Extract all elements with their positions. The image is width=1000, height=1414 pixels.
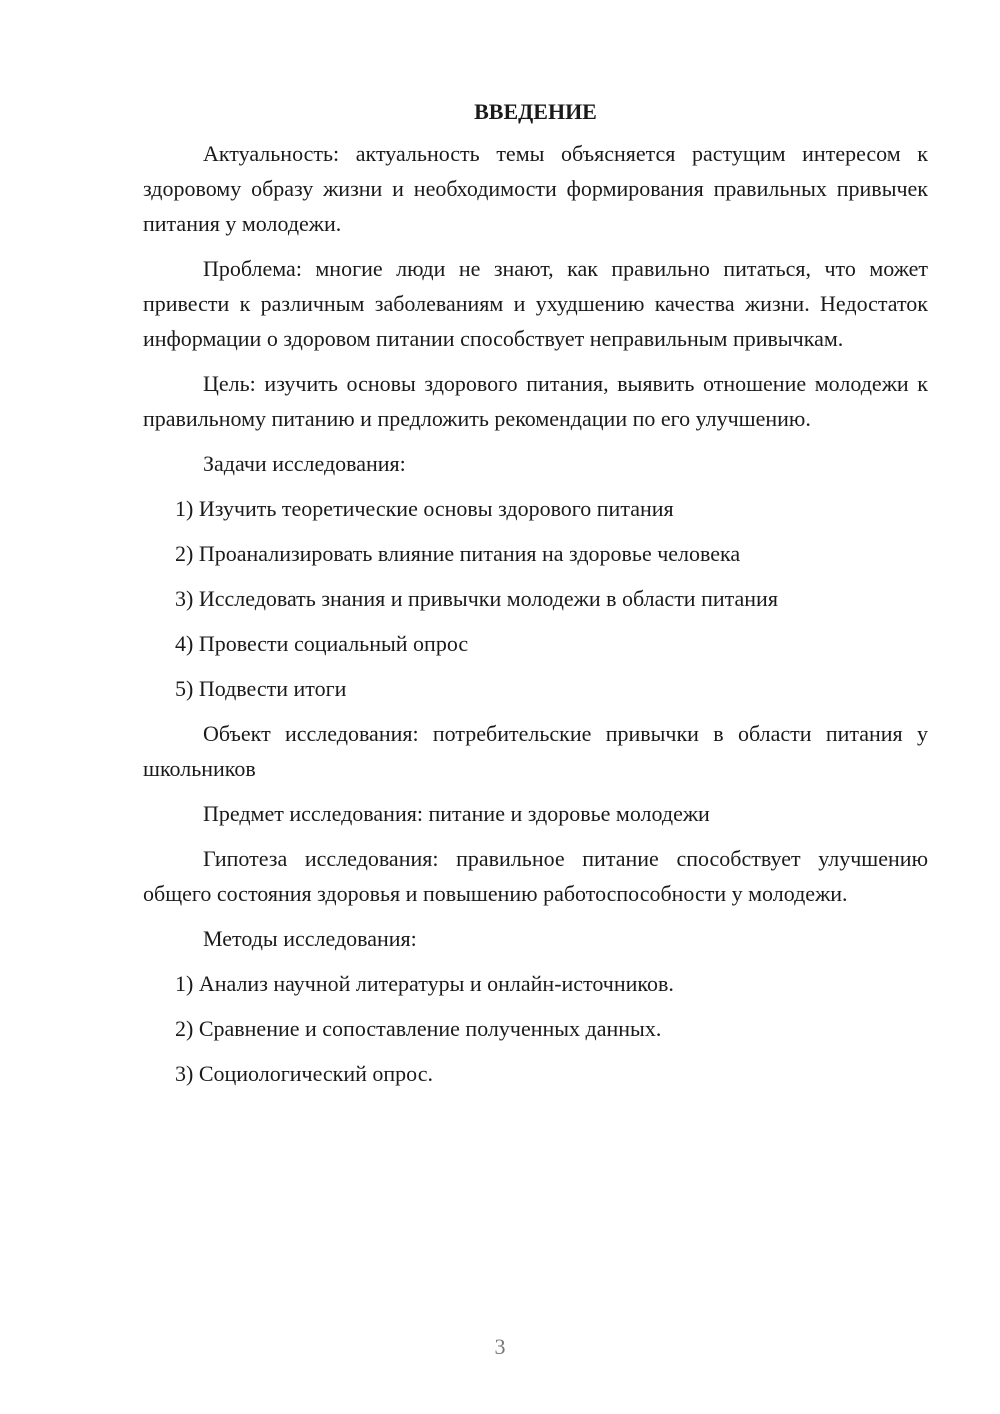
list-item: 3) Исследовать знания и привычки молодежи в области питания xyxy=(175,586,778,611)
page-number: 3 xyxy=(494,1334,506,1359)
subject-paragraph: Предмет исследования: питание и здоровье молодежи xyxy=(203,801,710,826)
section-title: ВВЕДЕНИЕ xyxy=(474,99,597,124)
goal-paragraph: Цель: изучить основы здорового питания, выявить отношение молодежи к правильному питанию и предложить рекомендации по его улучшению. xyxy=(143,371,928,431)
list-item: 2) Проанализировать влияние питания на здоровье человека xyxy=(175,541,741,566)
hypothesis-paragraph: Гипотеза исследования: правильное питание способствует улучшению общего состояния здоровья и повышению работоспособности у молодежи. xyxy=(143,846,928,906)
relevance-paragraph: Актуальность: актуальность темы объясняется растущим интересом к здоровому образу жизни и необходимости формирования правильных привычек питания у молодежи. xyxy=(143,141,928,236)
list-item: 3) Социологический опрос. xyxy=(175,1061,433,1086)
methods-list xyxy=(143,966,928,1091)
list-item: 1) Анализ научной литературы и онлайн-источников. xyxy=(175,971,674,996)
tasks-heading: Задачи исследования: xyxy=(203,451,406,476)
tasks-list xyxy=(143,491,928,706)
list-item: 5) Подвести итоги xyxy=(175,676,347,701)
object-paragraph: Объект исследования: потребительские привычки в области питания у школьников xyxy=(143,721,928,781)
list-item: 4) Провести социальный опрос xyxy=(175,631,469,656)
list-item: 2) Сравнение и сопоставление полученных данных. xyxy=(175,1016,662,1041)
problem-paragraph: Проблема: многие люди не знают, как правильно питаться, что может привести к различным заболеваниям и ухудшению качества жизни. Недостаток информации о здоровом питании способствует неправильным привычкам. xyxy=(143,256,928,351)
page-content xyxy=(143,94,928,1101)
list-item: 1) Изучить теоретические основы здорового питания xyxy=(175,496,674,521)
methods-heading: Методы исследования: xyxy=(203,926,417,951)
